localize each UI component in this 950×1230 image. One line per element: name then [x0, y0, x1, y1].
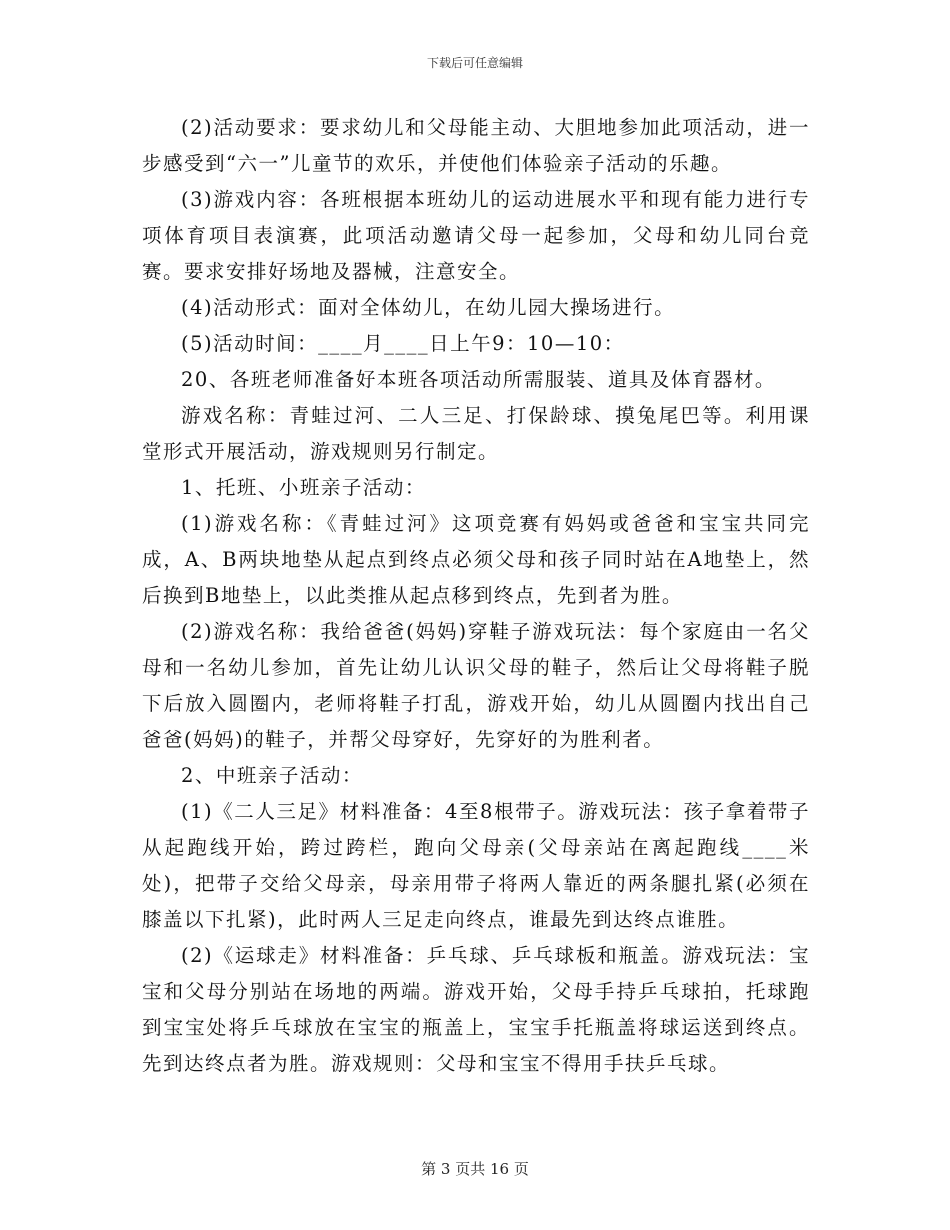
section-heading-middle-class: 2、中班亲子活动：: [181, 764, 363, 787]
paragraph-activity-form: (4)活动形式：面对全体幼儿，在幼儿园大操场进行。: [181, 296, 676, 319]
page-header: 下载后可任意编辑: [426, 56, 523, 70]
document-body: [142, 110, 810, 1082]
paragraph-shoe-game: (2)游戏名称：我给爸爸(妈妈)穿鞋子游戏玩法：每个家庭由一名父母和一名幼儿参加，首先让幼儿认识父母的鞋子，然后让父母将鞋子脱下后放入圆圈内，老师将鞋子打乱，游戏开始，幼儿从圆圈内找出自己爸爸(妈妈)的鞋子，并帮父母穿好，先穿好的为胜利者。: [142, 620, 810, 751]
paragraph-activity-requirements: (2)活动要求：要求幼儿和父母能主动、大胆地参加此项活动，进一步感受到“六一”儿童节的欢乐，并使他们体验亲子活动的乐趣。: [142, 116, 810, 175]
paragraph-three-legged-race: (1)《二人三足》材料准备：4至8根带子。游戏玩法：孩子拿着带子从起跑线开始，跨过跨栏，跑向父母亲(父母亲站在离起跑线____米处)，把带子交给父母亲，母亲用带子将两人靠近的两条腿扎紧(必须在膝盖以下扎紧)，此时两人三足走向终点，谁最先到达终点谁胜。: [142, 800, 810, 931]
paragraph-frog-crossing: (1)游戏名称：《青蛙过河》这项竞赛有妈妈或爸爸和宝宝共同完成，A、B两块地垫从起点到终点必须父母和孩子同时站在A地垫上，然后换到B地垫上，以此类推从起点移到终点，先到者为胜。: [142, 512, 810, 607]
paragraph-activity-time: (5)活动时间：____月____日上午9：10—10：: [181, 332, 625, 355]
page-footer: 第 3 页共 16 页: [421, 1160, 529, 1178]
paragraph-game-content: (3)游戏内容：各班根据本班幼儿的运动进展水平和现有能力进行专项体育项目表演赛，此项活动邀请父母一起参加，父母和幼儿同台竞赛。要求安排好场地及器械，注意安全。: [142, 188, 810, 283]
section-heading-toddler-class: 1、托班、小班亲子活动：: [181, 476, 426, 499]
paragraph-ball-carry: (2)《运球走》材料准备：乒乓球、乒乓球板和瓶盖。游戏玩法：宝宝和父母分别站在场地的两端。游戏开始，父母手持乒乓球拍，托球跑到宝宝处将乒乓球放在宝宝的瓶盖上，宝宝手托瓶盖将球运送到终点。先到达终点者为胜。游戏规则：父母和宝宝不得用手扶乒乓球。: [142, 944, 810, 1075]
paragraph-game-names: 游戏名称：青蛙过河、二人三足、打保龄球、摸兔尾巴等。利用课堂形式开展活动，游戏规则另行制定。: [142, 404, 810, 463]
paragraph-teacher-preparation: 20、各班老师准备好本班各项活动所需服装、道具及体育器材。: [181, 368, 776, 391]
